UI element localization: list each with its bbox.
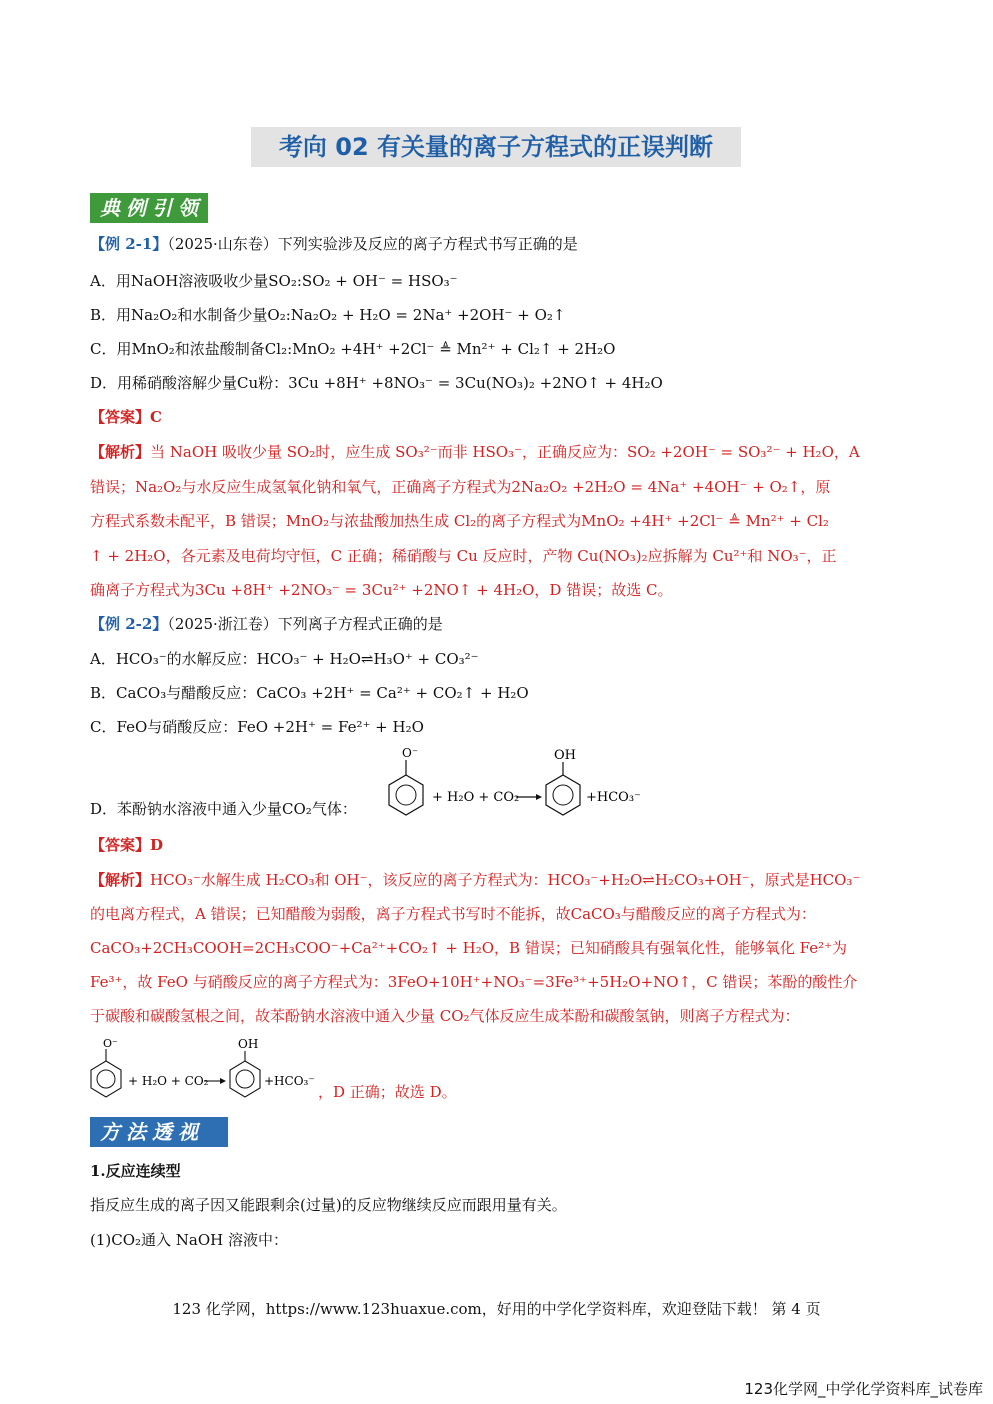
- reactants-middle: + H₂O + CO₂: [128, 1074, 209, 1088]
- reactants-middle: + H₂O + CO₂: [432, 790, 520, 805]
- analysis-tag: 【解析】: [90, 443, 151, 461]
- answer-value: D: [150, 836, 164, 854]
- analysis-equation-diagram: [90, 1035, 320, 1105]
- example-1-analysis-line-4: ↑ + 2H₂O，各元素及电荷均守恒，C 正确；稀硝酸与 Cu 反应时，产物 Cu(NO₃)₂应拆解为 Cu²⁺和 NO₃⁻，正: [90, 547, 837, 565]
- product-bicarbonate: +HCO₃⁻: [264, 1074, 315, 1088]
- phenol-label: OH: [554, 748, 576, 763]
- answer-tag: 【答案】: [90, 408, 151, 426]
- benzene-ring-2-inner: [236, 1070, 254, 1088]
- answer-value: C: [150, 408, 162, 426]
- page-title: 考向 02 有关量的离子方程式的正误判断: [278, 133, 714, 161]
- example-2-question: （2025·浙江卷）下列离子方程式正确的是: [167, 615, 443, 633]
- example-2-analysis-line-3: CaCO₃+2CH₃COOH=2CH₃COO⁻+Ca²⁺+CO₂↑ + H₂O，B 错误；已知硝酸具有强氧化性，能够氧化 Fe²⁺为: [90, 939, 848, 957]
- example-2-tag: 【例 2-2】: [90, 615, 168, 633]
- analysis-tag: 【解析】: [90, 871, 151, 889]
- example-1-analysis-line-2: 错误；Na₂O₂与水反应生成氢氧化钠和氧气，正确离子方程式为2Na₂O₂ +2H₂O = 4Na⁺ +4OH⁻ + O₂↑，原: [90, 478, 831, 496]
- analysis-text: 当 NaOH 吸收少量 SO₂时，应生成 SO₃²⁻而非 HSO₃⁻，正确反应为：SO₂ +2OH⁻ = SO₃²⁻ + H₂O，A: [150, 443, 860, 461]
- example-2-option-a: A．HCO₃⁻的水解反应：HCO₃⁻ + H₂O⇌H₃O⁺ + CO₃²⁻: [90, 650, 479, 668]
- benzene-ring-2: [230, 1061, 260, 1097]
- method-paragraph-1: 指反应生成的离子因又能跟剩余(过量)的反应物继续反应而跟用量有关。: [90, 1196, 567, 1214]
- example-2-analysis-line-1: [90, 869, 860, 891]
- example-1-question: （2025·山东卷）下列实验涉及反应的离子方程式书写正确的是: [167, 235, 578, 253]
- example-2-option-d: D．苯酚钠水溶液中通入少量CO₂气体：: [90, 800, 357, 818]
- example-1-option-b: B．用Na₂O₂和水制备少量O₂:Na₂O₂ + H₂O = 2Na⁺ +2OH⁻ + O₂↑: [90, 306, 566, 324]
- benzene-ring-2-inner: [553, 785, 573, 805]
- product-bicarbonate: +HCO₃⁻: [586, 790, 641, 805]
- phenoxide-equation-diagram: [388, 745, 648, 825]
- watermark-corner: 123化学网_中学化学资料库_试卷库: [744, 1380, 983, 1398]
- method-paragraph-2: (1)CO₂通入 NaOH 溶液中：: [90, 1231, 289, 1249]
- benzene-ring-1-inner: [396, 785, 416, 805]
- example-1-analysis-line-5: 确离子方程式为3Cu +8H⁺ +2NO₃⁻ = 3Cu²⁺ +2NO↑ + 4H₂O，D 错误；故选 C。: [90, 581, 673, 599]
- example-2-analysis-line-2: 的电离方程式，A 错误；已知醋酸为弱酸，离子方程式书写时不能拆，故CaCO₃与醋酸反应的离子方程式为：: [90, 905, 816, 923]
- phenoxide-label: O⁻: [103, 1037, 118, 1050]
- section-banner-examples: 典例引领: [90, 193, 208, 223]
- example-2-analysis-line-5: 于碳酸和碳酸氢根之间，故苯酚钠水溶液中通入少量 CO₂气体反应生成苯酚和碳酸氢钠，则离子方程式为：: [90, 1007, 800, 1025]
- benzene-ring-1: [389, 775, 423, 815]
- reaction-arrowhead: [536, 794, 542, 800]
- example-1-analysis-line-1: [90, 441, 860, 463]
- benzene-ring-2: [546, 775, 580, 815]
- answer-tag: 【答案】: [90, 836, 151, 854]
- phenol-label: OH: [238, 1037, 259, 1051]
- example-2-analysis-end: ，D 正确；故选 D。: [318, 1083, 457, 1101]
- example-2-option-b: B．CaCO₃与醋酸反应：CaCO₃ +2H⁺ = Ca²⁺ + CO₂↑ + H₂O: [90, 684, 529, 702]
- section-banner-method: 方法透视: [90, 1117, 228, 1147]
- benzene-ring-1-inner: [97, 1070, 115, 1088]
- analysis-text: HCO₃⁻水解生成 H₂CO₃和 OH⁻，该反应的离子方程式为：HCO₃⁻+H₂O⇌H₂CO₃+OH⁻，原式是HCO₃⁻: [150, 871, 861, 889]
- method-heading: 1.反应连续型: [90, 1162, 181, 1180]
- example-1-analysis-line-3: 方程式系数未配平，B 错误；MnO₂与浓盐酸加热生成 Cl₂的离子方程式为MnO₂ +4H⁺ +2Cl⁻ ≜ Mn²⁺ + Cl₂: [90, 512, 829, 530]
- reaction-arrowhead: [220, 1078, 226, 1084]
- example-2-option-c: C．FeO与硝酸反应：FeO +2H⁺ = Fe²⁺ + H₂O: [90, 718, 424, 736]
- example-1-option-c: C．用MnO₂和浓盐酸制备Cl₂:MnO₂ +4H⁺ +2Cl⁻ ≜ Mn²⁺ + Cl₂↑ + 2H₂O: [90, 340, 616, 358]
- example-2-answer: [90, 834, 163, 856]
- example-1-option-a: A．用NaOH溶液吸收少量SO₂:SO₂ + OH⁻ = HSO₃⁻: [90, 272, 458, 290]
- example-2-analysis-line-4: Fe³⁺，故 FeO 与硝酸反应的离子方程式为：3FeO+10H⁺+NO₃⁻=3Fe³⁺+5H₂O+NO↑，C 错误；苯酚的酸性介: [90, 973, 858, 991]
- page-footer: 123 化学网，https://www.123huaxue.com，好用的中学化学资料库，欢迎登陆下载！ 第 4 页: [172, 1300, 821, 1318]
- example-1-stem: [90, 233, 578, 255]
- phenoxide-label: O⁻: [402, 746, 419, 760]
- example-1-option-d: D．用稀硝酸溶解少量Cu粉：3Cu +8H⁺ +8NO₃⁻ = 3Cu(NO₃)₂ +2NO↑ + 4H₂O: [90, 374, 663, 392]
- benzene-ring-1: [91, 1061, 121, 1097]
- example-1-tag: 【例 2-1】: [90, 235, 168, 253]
- example-2-stem: [90, 613, 443, 635]
- example-1-answer: [90, 406, 162, 428]
